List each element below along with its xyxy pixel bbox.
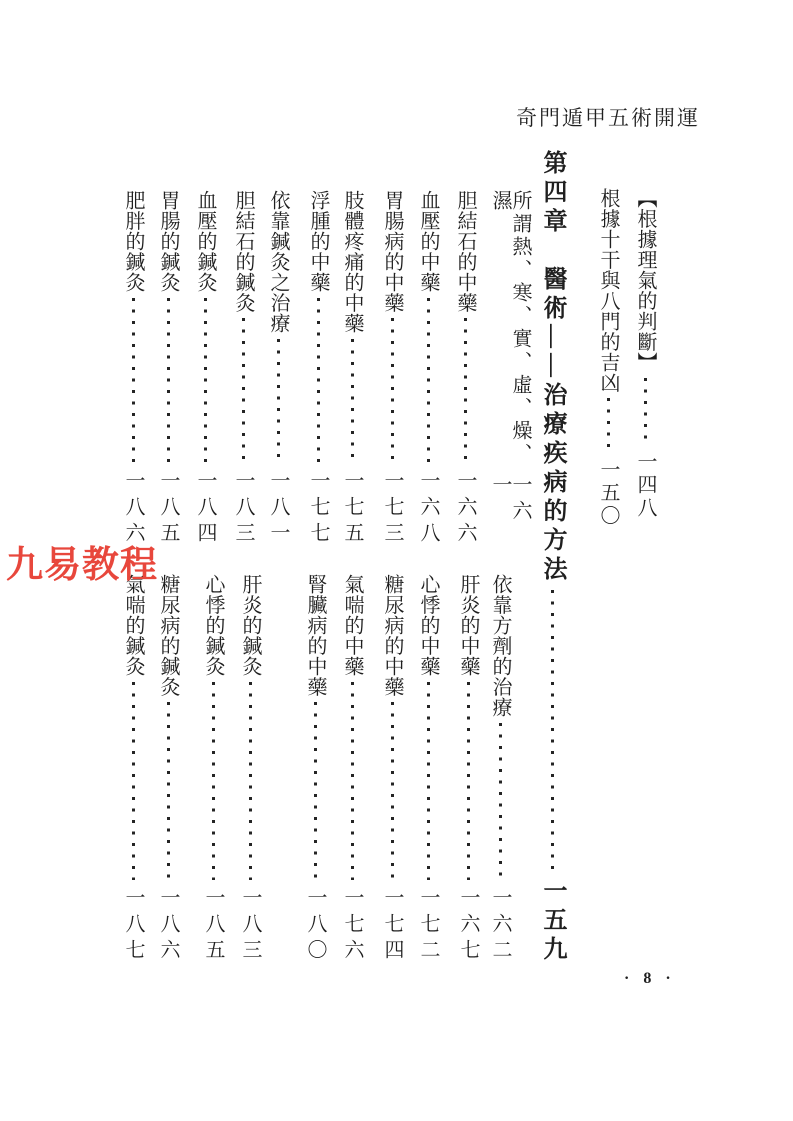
- toc-entry-page: 一八五: [157, 470, 179, 548]
- toc-entry-title: 血壓的鍼灸: [194, 190, 216, 293]
- toc-entry-page: 一八五: [202, 887, 224, 965]
- dot-leader: [317, 298, 320, 464]
- dot-leader: [551, 590, 554, 871]
- toc-entry-page: 一七五: [341, 470, 363, 548]
- toc-entry-page: 一六二: [489, 887, 511, 965]
- toc-entry-page: 一八六: [157, 887, 179, 965]
- toc-chapter-page: 一五九: [539, 878, 565, 965]
- toc-entry-page: 一七六: [341, 887, 363, 965]
- toc-entry-title: 胃腸病的中藥: [381, 190, 403, 313]
- page-number: · 8 ·: [624, 970, 676, 987]
- toc-entry: [203, 574, 223, 965]
- dot-leader: [427, 682, 430, 881]
- toc-entry: [233, 190, 253, 548]
- dot-leader: [314, 702, 317, 880]
- dot-leader: [499, 723, 502, 881]
- dot-leader: [644, 378, 647, 445]
- toc-entry-title: 浮腫的中藥: [307, 190, 329, 293]
- toc-entry: [308, 190, 328, 548]
- dot-leader: [467, 682, 470, 881]
- dot-leader: [132, 298, 135, 464]
- toc-entry-title: 依靠鍼灸之治療: [267, 190, 289, 334]
- toc-entry: [382, 190, 402, 548]
- dot-leader: [277, 339, 280, 464]
- dot-leader: [464, 318, 467, 463]
- toc-entry-title: 腎臟病的中藥: [304, 574, 326, 697]
- toc-entry-title: 【根據理氣的判斷】: [634, 188, 656, 373]
- toc-entry-title: 肝炎的中藥: [457, 574, 479, 677]
- dot-leader: [204, 298, 207, 464]
- toc-entry-title: 氣喘的鍼灸: [122, 574, 144, 677]
- toc-entry: [342, 574, 362, 965]
- toc-entry-title: 肥胖的鍼灸: [122, 190, 144, 293]
- toc-entry: [305, 574, 325, 965]
- toc-entry-title: 心悸的中藥: [417, 574, 439, 677]
- dot-leader: [351, 339, 354, 464]
- running-head: 奇門遁甲五術開運: [516, 106, 700, 130]
- toc-chapter-heading: [540, 150, 564, 965]
- toc-entry-page: 一七七: [307, 470, 329, 548]
- toc-entry-title: 所謂熱、寒、實、虛、燥、濕: [489, 190, 531, 466]
- toc-entry: [123, 574, 143, 965]
- toc-entry: [158, 190, 178, 548]
- toc-entry: [195, 190, 215, 548]
- toc-entry: [123, 190, 143, 548]
- watermark: 九易教程: [6, 544, 158, 585]
- toc-entry: [490, 574, 510, 965]
- toc-entry: [240, 574, 260, 965]
- toc-entry-page: 一四八: [634, 451, 656, 520]
- dot-leader: [249, 682, 252, 881]
- toc-entry-title: 糖尿病的鍼灸: [157, 574, 179, 697]
- toc-entry-title: 胆結石的中藥: [454, 190, 476, 313]
- dot-leader: [167, 298, 170, 464]
- toc-entry-page: 一八六: [122, 470, 144, 548]
- toc-entry-title: 胃腸的鍼灸: [157, 190, 179, 293]
- toc-entry-page: 一八七: [122, 887, 144, 965]
- dot-leader: [242, 318, 245, 463]
- toc-entry-title: 氣喘的中藥: [341, 574, 363, 677]
- toc-entry-page: 一八一: [267, 470, 289, 548]
- toc-entry-page: 一八三: [232, 470, 254, 548]
- toc-chapter-title: 第四章 醫術——治療疾病的方法: [539, 150, 565, 585]
- toc-entry-title: 依靠方劑的治療: [489, 574, 511, 718]
- toc-entry-page: 一六六: [454, 470, 476, 548]
- dot-leader: [132, 682, 135, 881]
- toc-entry-page: 一七二: [417, 887, 439, 965]
- toc-entry-title: 心悸的鍼灸: [202, 574, 224, 677]
- toc-entry: [598, 188, 618, 528]
- toc-entry-title: 肝炎的鍼灸: [239, 574, 261, 677]
- toc-entry: [268, 190, 288, 548]
- dot-leader: [212, 682, 215, 881]
- toc-entry: [635, 188, 655, 520]
- toc-entry-title: 肢體疼痛的中藥: [341, 190, 363, 334]
- toc-entry-page: 一六八: [417, 470, 439, 548]
- toc-entry: [458, 574, 478, 965]
- toc-entry: [455, 190, 475, 548]
- dot-leader: [391, 318, 394, 463]
- dot-leader: [607, 398, 610, 452]
- toc-entry-title: 根據十干與八門的吉凶: [597, 188, 619, 393]
- dot-leader: [351, 682, 354, 881]
- toc-entry: [382, 574, 402, 965]
- toc-entry: [342, 190, 362, 548]
- toc-entry-page: 一七三: [381, 470, 403, 548]
- toc-entry-page: 一五〇: [597, 459, 619, 528]
- toc-entry: [418, 574, 438, 965]
- dot-leader: [391, 702, 394, 880]
- toc-entry: [418, 190, 438, 548]
- dot-leader: [427, 298, 430, 464]
- toc-entry: [158, 574, 178, 965]
- toc-entry-page: 一六一: [489, 473, 531, 526]
- dot-leader: [167, 702, 170, 880]
- toc-entry-page: 一七四: [381, 887, 403, 965]
- toc-entry-page: 一八〇: [304, 887, 326, 965]
- toc-entry-page: 一六七: [457, 887, 479, 965]
- toc-entry-title: 血壓的中藥: [417, 190, 439, 293]
- toc-entry-title: 糖尿病的中藥: [381, 574, 403, 697]
- toc-entry-title: 胆結石的鍼灸: [232, 190, 254, 313]
- toc-entry: [490, 190, 530, 548]
- toc-entry-page: 一八三: [239, 887, 261, 965]
- toc-entry-page: 一八四: [194, 470, 216, 548]
